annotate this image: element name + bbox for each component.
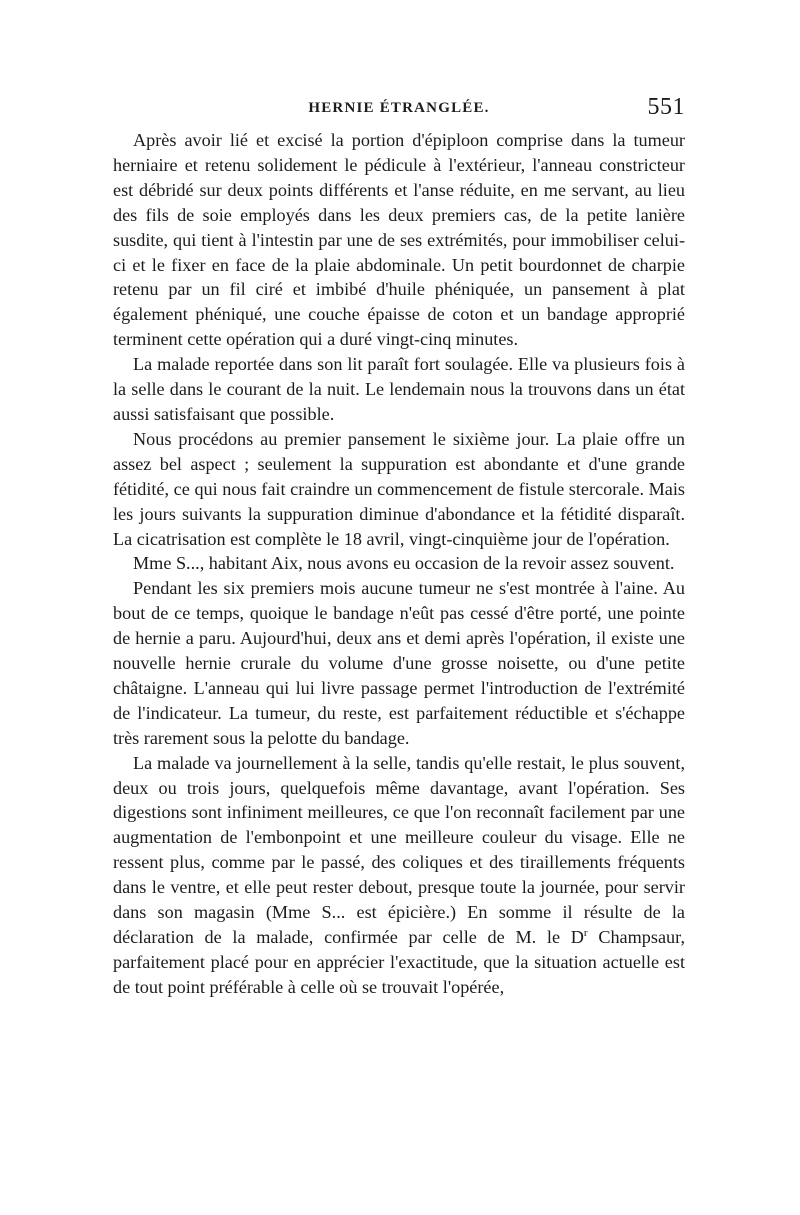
paragraph-6 [113, 751, 685, 1000]
paragraph-6-text: La malade va journellement à la selle, tandis qu'elle restait, le plus souvent, deux ou trois jours, quelquefois même davantage, avant l'opération. Ses digestions sont infiniment meilleures, ce que l'on reconnaît facilement par une augmentation de l'embonpoint et une meilleure couleur du visage. Elle ne ressent plus, comme par le passé, des coliques et des tiraillements fréquents dans le ventre, et elle peut rester debout, presque toute la journée, pour servir dans son magasin (Mme S... est épicière.) En somme il résulte de la déclaration de la malade, confirmée par celle de M. le D [113, 752, 685, 947]
paragraph-5: Pendant les six premiers mois aucune tumeur ne s'est montrée à l'aine. Au bout de ce temps, quoique le bandage n'eût pas cessé d'être porté, une pointe de hernie a paru. Aujourd'hui, deux ans et demi après l'opération, il existe une nouvelle hernie crurale du volume d'une grosse noisette, ou d'une petite châtaigne. L'anneau qui lui livre passage permet l'introduction de l'extrémité de l'indicateur. La tumeur, du reste, est parfaitement réductible et s'échappe très rarement sous la pelotte du bandage. [113, 578, 685, 748]
paragraph-6-tail: Champsaur, parfaitement placé pour en apprécier l'exactitude, que la situation actuelle est de tout point préférable à celle où se trouvait l'opérée, [113, 927, 685, 997]
doctor-abbrev-superscript: r [583, 926, 588, 939]
paragraph-1: Après avoir lié et excisé la portion d'épiploon comprise dans la tumeur herniaire et retenu solidement le pédicule à l'extérieur, l'anneau constricteur est débridé sur deux points différents et l'anse réduite, en me servant, au lieu des fils de soie employés dans les deux premiers cas, de la petite lanière susdite, qui tient à l'intestin par une de ses extrémités, pour immobiliser celui-ci et le fixer en face de la plaie abdominale. Un petit bourdonnet de charpie retenu par un fil ciré et imbibé d'huile phéniquée, un pansement à plat également phéniqué, une couche épaisse de coton et un bandage approprié terminent cette opération qui a duré vingt-cinq minutes. [113, 130, 685, 350]
running-head [113, 96, 685, 122]
paragraph-4: Mme S..., habitant Aix, nous avons eu occasion de la revoir assez souvent. [133, 553, 675, 574]
running-title: HERNIE ÉTRANGLÉE. [308, 100, 490, 116]
paragraph-3: Nous procédons au premier pansement le sixième jour. La plaie offre un assez bel aspect ; seulement la suppuration est abondante et d'une grande fétidité, ce qui nous fait craindre un commencement de fistule stercorale. Mais les jours suivants la suppuration diminue d'abondance et la fétidité disparaît. La cicatrisation est complète le 18 avril, vingt-cinquième jour de l'opération. [113, 428, 685, 549]
page-number: 551 [647, 94, 685, 120]
body-text [113, 128, 685, 1000]
paragraph-2: La malade reportée dans son lit paraît fort soulagée. Elle va plusieurs fois à la selle dans le courant de la nuit. Le lendemain nous la trouvons dans un état aussi satisfaisant que possible. [113, 354, 685, 424]
